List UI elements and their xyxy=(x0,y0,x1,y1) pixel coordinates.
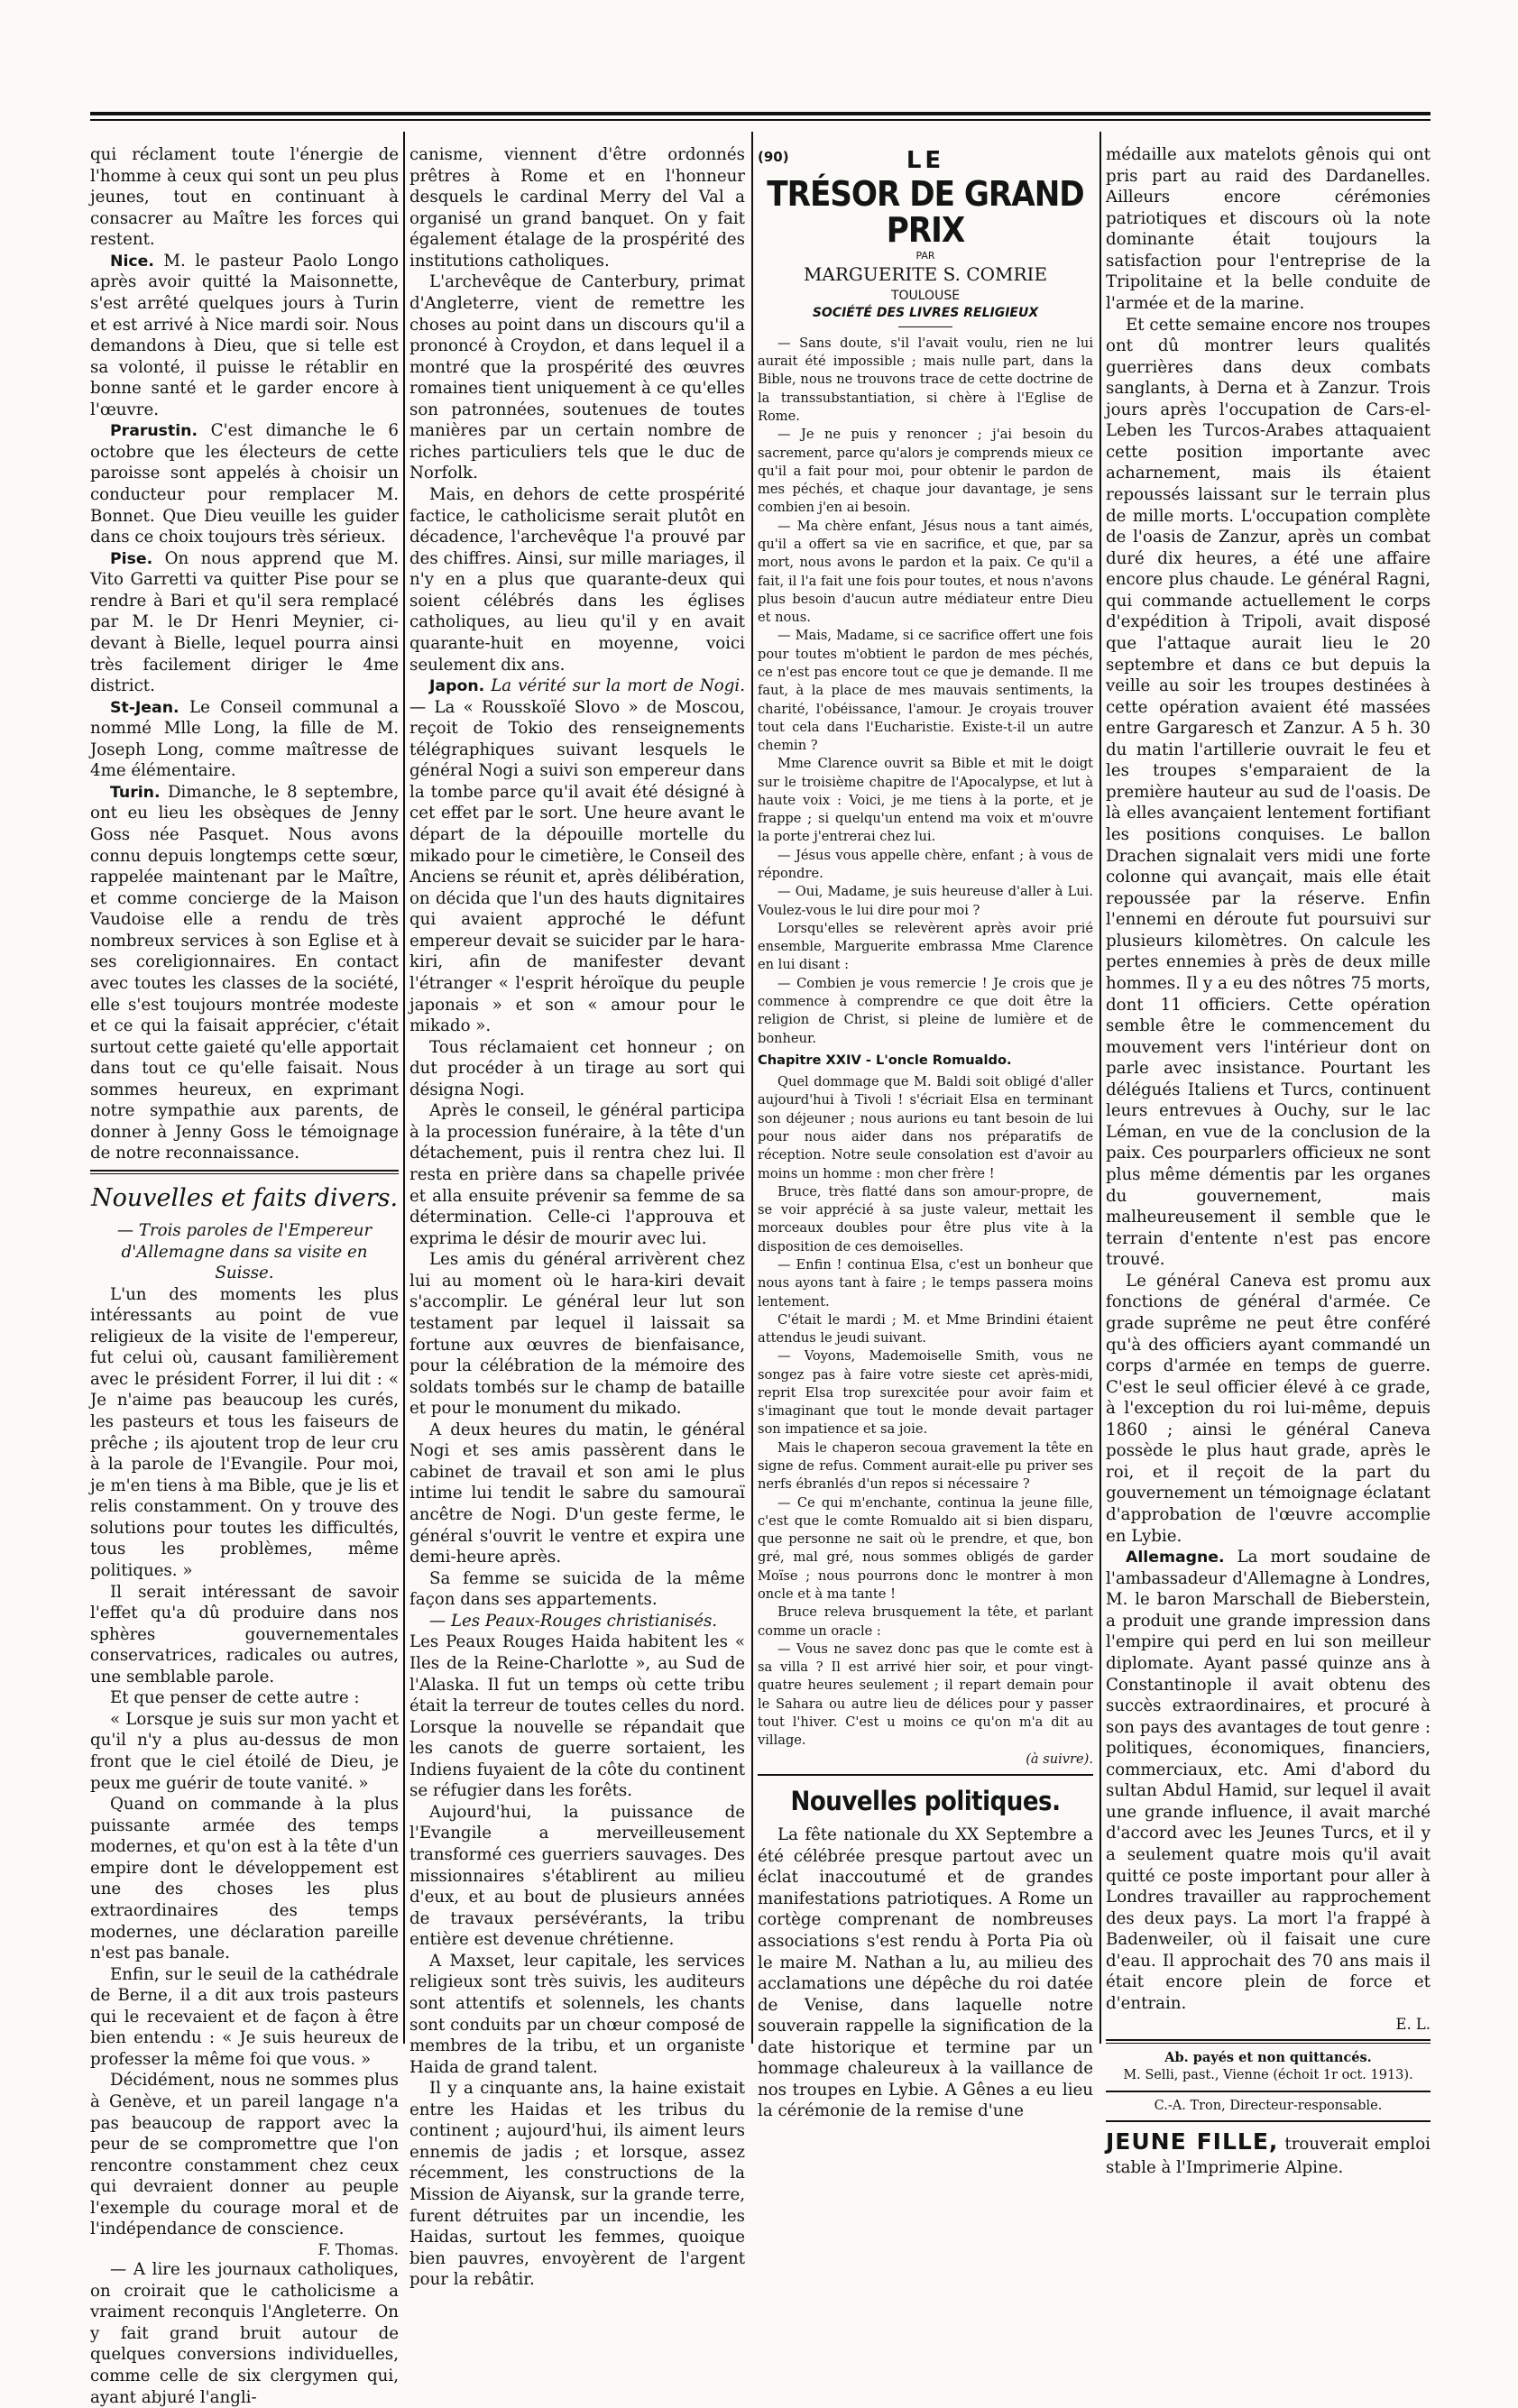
politiques-paragraph: La fête nationale du XX Septembre a été célébrée presque partout avec un éclat inaccoutumé et de grandes manifestations patriotiques. A Rome un cortège comprenant de nombreuses associations s'est rendu à Porta Pia où le maire M. Nathan a lu, au milieu des acclamations une dépêche du roi datée de Venise, dans laquelle notre souverain rappelle la signification de la date historique et termine par un hommage chaleureux à la vaillance de nos troupes en Lybie. A Gênes a eu lieu la cérémonie de la remise d'une xyxy=(758,1825,1093,2121)
feuilleton-paragraph: — Ce qui m'enchante, continua la jeune fille, c'est que le comte Romualdo ait si bien disparu, que personne ne sait où le prendre, et que, bon gré, mal gré, nous sommes obligés de garder Moïse ; nous pourrons donc le montrer à mon oncle et à ma tante ! xyxy=(758,1494,1093,1603)
feuilleton-number: (90) xyxy=(758,149,789,165)
turin-paragraph xyxy=(90,782,399,1164)
article-paragraph: canisme, viennent d'être ordonnés prêtres à Rome et en l'honneur desquels le cardinal Merry del Val a organisé un grand banquet. On y fait également étalage de la prospérité des institutions catholiques. xyxy=(409,145,745,271)
feuilleton-paragraph: Lorsqu'elles se relevèrent après avoir prié ensemble, Marguerite embrassa Mme Clarence en lui disant : xyxy=(758,920,1093,973)
feuilleton-paragraph: — Voyons, Mademoiselle Smith, vous ne songez pas à faire votre sieste cet après-midi, reprit Elsa trop surexcitée pour avoir faim et s'imaginant que tout le monde devait partager son impatience et sa joie. xyxy=(758,1348,1093,1438)
trois-paroles-title: — Trois paroles de l'Empereur d'Allemagne dans sa visite en Suisse. xyxy=(116,1220,373,1283)
feuilleton-paragraph: — Ma chère enfant, Jésus nous a tant aimés, qu'il a offert sa vie en sacrifice, et que, par sa mort, nous avons le pardon et la paix. Ce qu'il a fait, il l'a fait une fois pour toutes, et nous n'avons plus besoin d'aucun autre médiateur entre Dieu et nous. xyxy=(758,518,1093,626)
feuilleton-paragraph: Bruce releva brusquement la tête, et parlant comme un oracle : xyxy=(758,1604,1093,1639)
article-paragraph: Enfin, sur le seuil de la cathédrale de Berne, il a dit aux trois pasteurs qui le recevaient et de façon à être bien entendu : « Je suis heureux de professer la même foi que vous. » xyxy=(90,1964,399,2069)
section-title-nouvelles: Nouvelles et faits divers. xyxy=(90,1184,399,1212)
feuilleton-paragraph: — Vous ne savez donc pas que le comte est à sa villa ? Il est arrivé hier soir, et pour vingt-quatre heures seulement ; il repart demain pour le Sahara ou autre lieu de délices pour y passer tout l'hiver. C'est u moins ce qu'on m'a dit au village. xyxy=(758,1641,1093,1749)
article-paragraph: Aujourd'hui, la puissance de l'Evangile a merveilleusement transformé ces guerriers sauvages. Des missionnaires s'établirent au milieu d'eux, et au bout de plusieurs années de travaux persévérants, la tribu entière est devenue chrétienne. xyxy=(409,1802,745,1950)
japon-text: — La « Rousskoïé Slovo » de Moscou, reçoit de Tokio des renseignements télégraphiques suivant lesquels le général Nogi a suivi son empereur dans la tombe parce qu'il avait été désigné à cet effet par le sort. Une heure avant le départ de la dépouille mortelle du mikado pour le cimetière, le Conseil des Anciens se réunit et, après délibération, on décida que l'un des hauts dignitaires qui avaient approché le défunt empereur devait se suicider par le hara-kiri, afin de manifester devant l'étranger « l'esprit héroïque du peuple japonais » et son « amour pour le mikado ». xyxy=(409,697,745,1036)
column-divider-2 xyxy=(751,132,753,2044)
feuilleton-paragraph: — Enfin ! continua Elsa, c'est un bonheur que nous ayons tant à faire ; le temps passera moins lentement. xyxy=(758,1256,1093,1310)
nice-heading: Nice. xyxy=(110,252,154,271)
section-separator xyxy=(90,1170,399,1174)
allemagne-paragraph xyxy=(1106,1547,1431,2014)
allemagne-heading: Allemagne. xyxy=(1126,1549,1225,1567)
feuilleton-header xyxy=(758,144,1093,327)
turin-text: Dimanche, le 8 septembre, ont eu lieu les obsèques de Jenny Goss née Pasquet. Nous avons connu depuis longtemps cette sœur, rappelée maintenant par le Maître, et comme concierge de la Maison Vaudoise elle a rendu de très nombreux services à son Eglise et à ses coreligionnaires. En contact avec toutes les classes de la société, elle s'est toujours montrée modeste et ce qui la faisait apprécier, c'était surtout cette gaieté qu'elle apportait dans tout ce qu'elle faisait. Nous sommes heureux, en exprimant notre sympathie aux parents, de donner à Jenny Goss le témoignage de notre reconnaissance. xyxy=(90,782,399,1163)
feuilleton-paragraph: — Oui, Madame, je suis heureuse d'aller à Lui. Voulez-vous le lui dire pour moi ? xyxy=(758,884,1093,918)
pise-text: On nous apprend que M. Vito Garretti va quitter Pise pour se rendre à Bari et qu'il sera remplacé par M. le Dr Henri Meynier, ci-devant à Bielle, lequel pourra ainsi très facilement diriger le 4me district. xyxy=(90,548,399,696)
feuilleton-par: PAR xyxy=(915,249,935,262)
ad-headline: JEUNE FILLE, xyxy=(1106,2128,1279,2155)
prarustin-text: C'est dimanche le 6 octobre que les électeurs de cette paroisse sont appelés à choisir un conducteur pour remplacer M. Bonnet. Que Dieu veuille les guider dans ce choix toujours très sérieux. xyxy=(90,421,399,547)
column-divider-1 xyxy=(403,132,405,2044)
article-paragraph: Les amis du général arrivèrent chez lui au moment où le hara-kiri devait s'accomplir. Le général leur lut son testament par lequel il laissait sa fortune aux œuvres de bienfaisance, pour la célébration de la mémoire des soldats tombés sur le champ de bataille et pour le monument du mikado. xyxy=(409,1250,745,1419)
feuilleton-paragraph: Mais le chaperon secoua gravement la tête en signe de refus. Comment aurait-elle pu priver ses nerfs ébranlés d'un repos si nécessaire ? xyxy=(758,1439,1093,1493)
peaux-rouges-title-text: — Les Peaux-Rouges christianisés. xyxy=(429,1611,718,1631)
section-separator xyxy=(1106,2091,1431,2092)
article-paragraph: A Maxset, leur capitale, les services religieux sont très suivis, les auditeurs sont attentifs et solennels, les chants sont conduits par un chœur composé de membres de la tribu, et un organiste Haida de grand talent. xyxy=(409,1951,745,2077)
pise-paragraph xyxy=(90,548,399,697)
article-paragraph: Et cette semaine encore nos troupes ont dû montrer leurs qualités guerrières dans deux combats sanglants, à Derna et à Zanzur. Trois jours après l'occupation de Cars-el-Leben les Turcos-Arabes attaquaient cette position importante avec acharnement, mais ils étaient repoussés laissant sur le terrain plus de mille morts. L'occupation complète de l'oasis de Zanzur, après un combat duré dix heures, a été une affaire encore plus chaude. Le général Ragni, qui commande actuellement le corps d'expédition à Tripoli, avait disposé que l'attaque aurait lieu le 20 septembre et dans ce but depuis la veille au soir les troupes destinées à cette opération avaient été massées entre Gargaresch et Zanzur. A 5 h. 30 du matin l'artillerie ouvrait le feu et les troupes s'emparaient de la première hauteur au sud de l'oasis. De là elles avançaient lentement fortifiant les positions conquises. Le ballon Drachen signalait vers midi une forte colonne qui avançait, mais elle était repoussée par la réserve. Enfin l'ennemi en déroute fut poursuivi sur plusieurs kilomètres. On calcule les pertes ennemies à près de deux mille hommes. Il y a eu des nôtres 75 morts, dont 11 officiers. Cette opération semble être le commencement du mouvement vers l'intérieur dont on parle avec insistance. Pourtant les délégués Italiens et Turcs, continuent leurs entrevues à Ouchy, sur le lac Léman, en vue de la conclusion de la paix. Ces pourparlers officieux ne sont plus même démentis par les organes du gouvernement, mais malheureusement il semble que le terrain d'entente n'est pas encore trouvé. xyxy=(1106,315,1431,1270)
article-paragraph: Le général Caneva est promu aux fonctions de général d'armée. Ce grade suprême ne peut être conféré qu'à des officiers ayant commandé un corps d'armée en temps de guerre. C'est le seul officier élevé à ce grade, à l'exception du roi lui-même, depuis 1860 ; ainsi le général Caneva possède le plus haut grade, après le roi, et il reçoit de la part du gouvernement un témoignage éclatant d'approbation de l'œuvre accomplie en Lybie. xyxy=(1106,1271,1431,1546)
article-paragraph: Décidément, nous ne sommes plus à Genève, et un pareil langage n'a pas beaucoup de rapport avec la peur de se compromettre que l'on rencontre constamment chez ceux qui devraient donner au peuple l'exemple du courage moral et de l'indépendance de conscience. xyxy=(90,2071,399,2239)
column-2 xyxy=(409,144,745,2290)
article-paragraph: Après le conseil, le général participa à la procession funéraire, à la tête d'un détachement, puis il rentra chez lui. Il resta en prière dans sa chapelle privée et alla ensuite prévenir sa femme de sa détermination. Celle-ci l'approuva et exprima le désir de mourir avec lui. xyxy=(409,1101,745,1248)
japon-title-paragraph xyxy=(409,676,745,1037)
feuilleton-paragraph: — Mais, Madame, si ce sacrifice offert une fois pour toutes m'obtient le pardon de mes péchés, ce n'est pas encore tout ce que je demande. Il me faut, à la place de mes mauvais sentiments, la charité, l'obéissance, l'amour. Je croyais trouver tout cela dans l'Eucharistie. Existe-t-il un autre chemin ? xyxy=(758,628,1093,754)
chapter-heading-text: Chapitre XXIV - L'oncle Romualdo. xyxy=(758,1052,1012,1068)
article-paragraph: Les Peaux Rouges Haida habitent les « Iles de la Reine-Charlotte », au Sud de l'Alaska. Il fut un temps où cette tribu était la terreur de toutes celles du nord. Lorsque la nouvelle se répandait que les canots de guerre sortaient, les Indiens fuyaient de la côte du continent se réfugier dans les forêts. xyxy=(409,1632,745,1801)
article-paragraph: médaille aux matelots gênois qui ont pris part au raid des Dardanelles. Ailleurs encore cérémonies patriotiques et discours où la note dominante était toujours la satisfaction pour l'entreprise de la Tripolitaine et la belle conduite de l'armée et de la marine. xyxy=(1106,145,1431,313)
column-4 xyxy=(1106,144,1431,2177)
feuilleton-paragraph: C'était le mardi ; M. et Mme Brindini étaient attendus le jeudi suivant. xyxy=(758,1311,1093,1346)
feuilleton-paragraph: — Combien je vous remercie ! Je crois que je commence à comprendre ce que doit être la religion de Christ, si pleine de lumière et de bonheur. xyxy=(758,975,1093,1046)
allemagne-text: La mort soudaine de l'ambassadeur d'Allemagne à Londres, M. le baron Marschall de Bieberstein, a produit une grande impression dans l'empire qui perd en lui son meilleur diplomate. Ayant passé quinze ans à Constantinople il avait obtenu des succès extraordinaires, et procuré à son pays des avantages de tout genre : politiques, économiques, financiers, commerciaux, etc. Ami d'abord du sultan Abdul Hamid, sur lequel il avait une grande influence, il avait marché d'accord avec les Jeunes Turcs, et il y a seulement quatre mois qu'il avait quitté ce poste important pour aller à Londres travailler au rapprochement des deux pays. La mort l'a frappé à Badenweiler, où il faisait une cure d'eau. Il approchait des 70 ans mais il était encore plein de force et d'entrain. xyxy=(1106,1548,1431,2013)
nice-text: M. le pasteur Paolo Longo après avoir quitté la Maisonnette, s'est arrêté quelques jours à Turin et est arrivé à Nice mardi soir. Nous demandons à Dieu, que si telle est sa volonté, il puisse le rétablir en bonne santé et le garder encore à l'œuvre. xyxy=(90,251,399,419)
peaux-rouges-title xyxy=(409,1611,745,1632)
column-1 xyxy=(90,144,399,2407)
feuilleton-society: SOCIÉTÉ DES LIVRES RELIGIEUX xyxy=(812,306,1039,321)
prarustin-paragraph xyxy=(90,420,399,547)
article-paragraph: L'un des moments les plus intéressants au point de vue religieux de la visite de l'empereur, fut celui où, causant familièrement avec le président Forrer, il lui dit : « Je n'aime pas beaucoup les curés, les pasteurs et tous les faiseurs de prêche ; ils ajoutent trop de leur cru à la parole de l'Evangile. Pour moi, je m'en tiens à ma Bible, que je lis et relis constamment. On y trouve des solutions pour toutes les difficultés, tous les problèmes, même politiques. » xyxy=(90,1284,399,1580)
article-paragraph: « Lorsque je suis sur mon yacht et qu'il n'y a plus au-dessus de mon front que le ciel étoilé de Dieu, je peux me guérir de toute vanité. » xyxy=(90,1709,399,1793)
stjean-heading: St-Jean. xyxy=(110,698,179,717)
abonnes-title xyxy=(1106,2049,1431,2068)
journaux-paragraph: — A lire les journaux catholiques, on croirait que le catholicisme a vraiment reconquis l'Angleterre. On y fait grand bruit autour de quelques conversions individuelles, comme celle de six clergymen qui, ayant abjuré l'angli- xyxy=(90,2260,399,2407)
feuilleton-ornament xyxy=(898,326,952,327)
signature-thomas: F. Thomas. xyxy=(317,2240,399,2258)
japon-title: La vérité sur la mort de Nogi. xyxy=(491,676,745,696)
stjean-paragraph xyxy=(90,697,399,782)
turin-heading: Turin. xyxy=(110,783,161,802)
article-paragraph: Tous réclamaient cet honneur ; on dut procéder à un tirage au sort qui désigna Nogi. xyxy=(409,1037,745,1099)
column-divider-3 xyxy=(1099,132,1101,2044)
nice-paragraph xyxy=(90,251,399,421)
article-paragraph: Il serait intéressant de savoir l'effet qu'a dû produire dans nos sphères gouvernementales conservatrices, radicales ou autres, une semblable parole. xyxy=(90,1582,399,1687)
feuilleton-paragraph: Quel dommage que M. Baldi soit obligé d'aller aujourd'hui à Tivoli ! s'écriait Elsa en terminant son déjeuner ; nous aurions eu tant besoin de lui pour nous aider dans nos préparatifs de réception. Notre seule consolation est d'avoir au moins un homme : mon cher frère ! xyxy=(758,1074,1093,1181)
feuilleton-title: TRÉSOR DE GRAND PRIX xyxy=(767,174,1084,251)
article-paragraph: Il y a cinquante ans, la haine existait entre les Haidas et les tribus du continent ; aujourd'hui, ils aiment leurs ennemis de jadis ; et lorsque, assez récemment, les constructions de la Mission de Aiyansk, sur la grande terre, furent détruites par un incendie, les Haidas, surtout les femmes, quoique bien pauvres, envoyèrent de l'argent pour la rebâtir. xyxy=(409,2079,745,2290)
pise-heading: Pise. xyxy=(110,549,153,568)
section-title-politiques: Nouvelles politiques. xyxy=(790,1785,1061,1816)
article-paragraph: Et que penser de cette autre : xyxy=(110,1688,360,1708)
article-paragraph: L'archevêque de Canterbury, primat d'Angleterre, vient de remettre les choses au point dans un discours qu'il a prononcé à Croydon, et dans lequel il a montré que la prospérité des œuvres romaines tient uniquement à ce qu'elles son patronnées, soutenues de toutes manières par un certain nombre de riches particuliers tels que le duc de Norfolk. xyxy=(409,272,745,483)
stjean-text: Le Conseil communal a nommé Mlle Long, la fille de M. Joseph Long, comme maîtresse de 4me élémentaire. xyxy=(90,697,399,781)
feuilleton-paragraph: — Je ne puis y renoncer ; j'ai besoin du sacrement, parce qu'alors je comprends mieux ce qu'il a fait pour moi, pour obtenir le pardon de mes péchés, et chaque jour davantage, je sens combien j'en ai besoin. xyxy=(758,427,1093,516)
section-separator xyxy=(1106,2039,1431,2044)
signature-el: E. L. xyxy=(1395,2015,1431,2033)
article-paragraph: Quand on commande à la plus puissante armée des temps modernes, et qu'on est à la tête d'un empire dont le développement est une des choses les plus extraordinaires des temps modernes, une déclaration pareille n'est pas banale. xyxy=(90,1795,399,1963)
article-paragraph: Sa femme se suicida de la même façon dans ses appartements. xyxy=(409,1568,745,1610)
column-3 xyxy=(758,144,1093,2121)
feuilleton-paragraph: Bruce, très flatté dans son amour-propre, de se voir apprécié à sa juste valeur, mettait les morceaux doubles pour être plus vite à la disposition de ces demoiselles. xyxy=(758,1183,1093,1255)
article-paragraph: A deux heures du matin, le général Nogi et ses amis passèrent dans le cabinet de travail et son ami le plus intime lui tendit le sabre du samouraï ancêtre de Nogi. D'un geste ferme, le général s'ouvrit le ventre et expira une demi-heure après. xyxy=(409,1420,745,1567)
ad-text: trouverait emploi stable à l'Imprimerie Alpine. xyxy=(1106,2135,1431,2177)
top-rule-thin xyxy=(90,119,1431,121)
a-suivre: (à suivre). xyxy=(1026,1751,1093,1767)
article-paragraph: Mais, en dehors de cette prospérité factice, le catholicisme serait plutôt en décadence, l'archevêque l'a prouvé par des chiffres. Ainsi, sur mille mariages, il n'y en a plus que quarante-deux qui soient célébrés dans les églises catholiques, au lieu qu'il y en avait quarante-huit en moyenne, voici seulement dix ans. xyxy=(409,485,745,675)
feuilleton-paragraph: — Jésus vous appelle chère, enfant ; à vous de répondre. xyxy=(758,847,1093,882)
chapter-heading xyxy=(758,1052,1093,1070)
director-line: C.-A. Tron, Directeur-responsable. xyxy=(1154,2098,1383,2113)
top-rule-thick xyxy=(90,112,1431,115)
feuilleton-paragraph: Mme Clarence ouvrit sa Bible et mit le doigt sur le troisième chapitre de l'Apocalypse, et lut à haute voix : Voici, je me tiens à la porte, et je frappe ; si quelqu'un entend ma voix et m'ouvre la porte j'entrerai chez lui. xyxy=(758,756,1093,845)
feuilleton-author: MARGUERITE S. COMRIE xyxy=(803,263,1048,286)
feuilleton-paragraph: — Sans doute, s'il l'avait voulu, rien ne lui aurait été impossible ; mais nulle part, dans la Bible, nous ne trouvons trace de cette doctrine de la transsubstantiation, si chère à l'Eglise de Rome. xyxy=(758,335,1093,425)
section-separator xyxy=(1106,2120,1431,2122)
intro-paragraph: qui réclament toute l'énergie de l'homme à ceux qui sont un peu plus jeunes, tout en continuant à consacrer au Maître les forces qui restent. xyxy=(90,145,399,250)
advertisement xyxy=(1106,2128,1431,2178)
feuilleton-place: TOULOUSE xyxy=(890,288,961,303)
abonnes-title-text: Ab. payés et non quittancés. xyxy=(1164,2049,1372,2065)
japon-heading: Japon. xyxy=(429,677,485,696)
section-separator xyxy=(758,1774,1093,1776)
abonnes-entry: M. Selli, past., Vienne (échoit 1r oct. 1913). xyxy=(1123,2068,1413,2083)
prarustin-heading: Prarustin. xyxy=(110,422,198,441)
feuilleton-le: LE xyxy=(906,147,945,174)
